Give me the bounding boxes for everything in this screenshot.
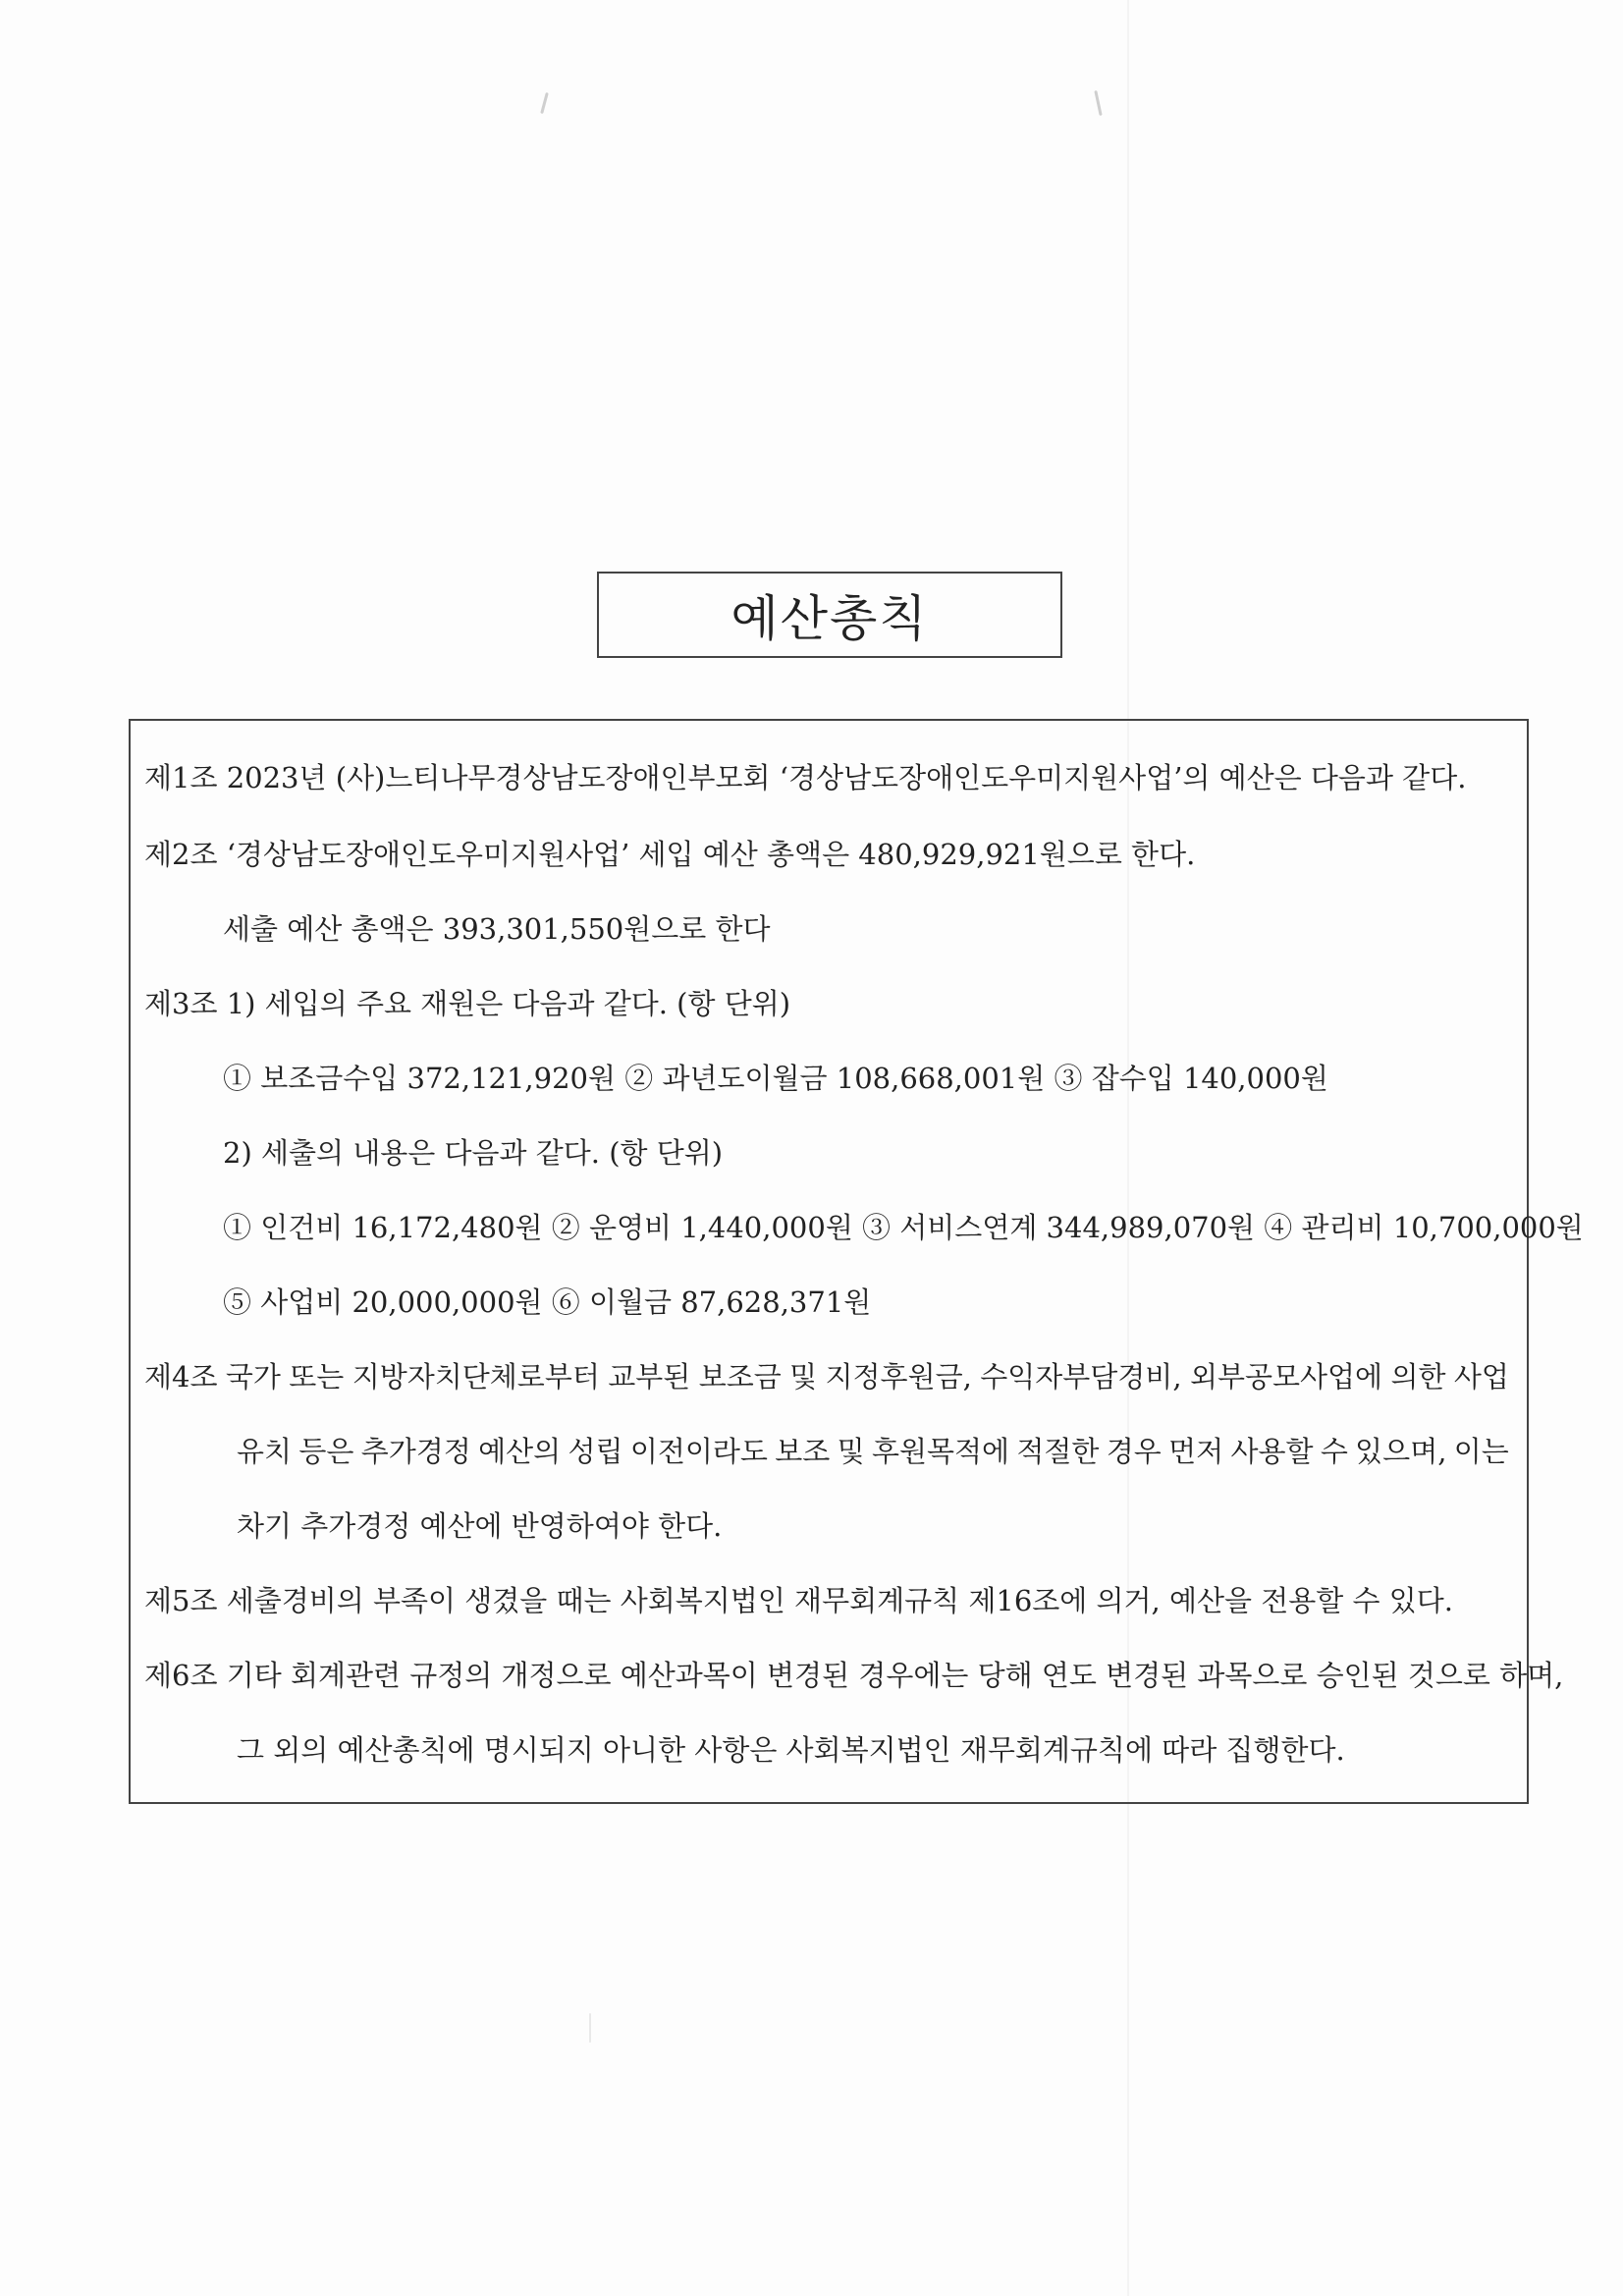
word: 교부된	[608, 1360, 691, 1394]
article-6-line-1: 제6조 기타 회계관련 규정의 개정으로 예산과목이 변경된 경우에는 당해 연도 변경된 과목으로 승인된 것으로 하며,	[144, 1659, 1564, 1692]
page-title: 예산총칙	[597, 572, 1062, 658]
word: 먼저	[1168, 1435, 1224, 1468]
budget-rules-box	[129, 719, 1584, 1804]
word: 추가경정	[360, 1435, 471, 1468]
article-2-line-1: 제2조 ‘경상남도장애인도우미지원사업’ 세입 예산 총액은 480,929,921원으로 한다.	[144, 838, 1196, 871]
word: 성립	[568, 1435, 623, 1468]
word: 이전이라도	[629, 1435, 768, 1468]
word: 외부공모사업에	[1189, 1360, 1383, 1394]
word: 및	[789, 1360, 818, 1394]
word: 유치	[237, 1435, 293, 1468]
word: 등은	[298, 1435, 354, 1468]
word: 후원목적에	[871, 1435, 1010, 1468]
word: 보조	[775, 1435, 831, 1468]
article-4-line-1	[144, 1359, 1509, 1394]
word: 수익자부담경비,	[980, 1360, 1182, 1394]
word: 이는	[1453, 1435, 1509, 1468]
article-1: 제1조 2023년 (사)느티나무경상남도장애인부모회 ‘경상남도장애인도우미지원사업’의 예산은 다음과 같다.	[144, 761, 1467, 794]
word: 적절한	[1016, 1435, 1100, 1468]
article-3-line-4: ① 인건비 16,172,480원 ② 운영비 1,440,000원 ③ 서비스연계 344,989,070원 ④ 관리비 10,700,000원	[223, 1211, 1584, 1244]
scan-speck	[1094, 90, 1102, 116]
word: 지방자치단체로부터	[352, 1360, 600, 1394]
word: 의한	[1390, 1360, 1446, 1394]
article-3-line-1: 제3조 1) 세입의 주요 재원은 다음과 같다. (항 단위)	[144, 987, 791, 1020]
word: 지정후원금,	[825, 1360, 972, 1394]
scan-speck	[589, 2013, 591, 2043]
word: 예산의	[478, 1435, 562, 1468]
word: 제4조	[144, 1360, 218, 1394]
word: 국가	[225, 1360, 281, 1394]
word: 사업	[1453, 1360, 1509, 1394]
article-5: 제5조 세출경비의 부족이 생겼을 때는 사회복지법인 재무회계규칙 제16조에 의거, 예산을 전용할 수 있다.	[144, 1584, 1453, 1617]
word: 또는	[289, 1360, 345, 1394]
word: 있으며,	[1355, 1435, 1447, 1468]
article-6-line-2: 그 외의 예산총칙에 명시되지 아니한 사항은 사회복지법인 재무회계규칙에 따라 집행한다.	[237, 1733, 1345, 1767]
article-3-line-2: ① 보조금수입 372,121,920원 ② 과년도이월금 108,668,001원 ③ 잡수입 140,000원	[223, 1062, 1328, 1095]
article-3-line-3: 2) 세출의 내용은 다음과 같다. (항 단위)	[223, 1136, 724, 1170]
scan-speck	[540, 92, 549, 114]
article-4-line-3: 차기 추가경정 예산에 반영하여야 한다.	[237, 1509, 723, 1543]
article-2-line-2: 세출 예산 총액은 393,301,550원으로 한다	[223, 912, 771, 946]
article-4-line-2	[237, 1434, 1509, 1469]
word: 사용할	[1230, 1435, 1314, 1468]
article-3-line-5: ⑤ 사업비 20,000,000원 ⑥ 이월금 87,628,371원	[223, 1285, 872, 1319]
word: 보조금	[698, 1360, 782, 1394]
word: 경우	[1106, 1435, 1162, 1468]
word: 및	[837, 1435, 865, 1468]
word: 수	[1320, 1435, 1348, 1468]
